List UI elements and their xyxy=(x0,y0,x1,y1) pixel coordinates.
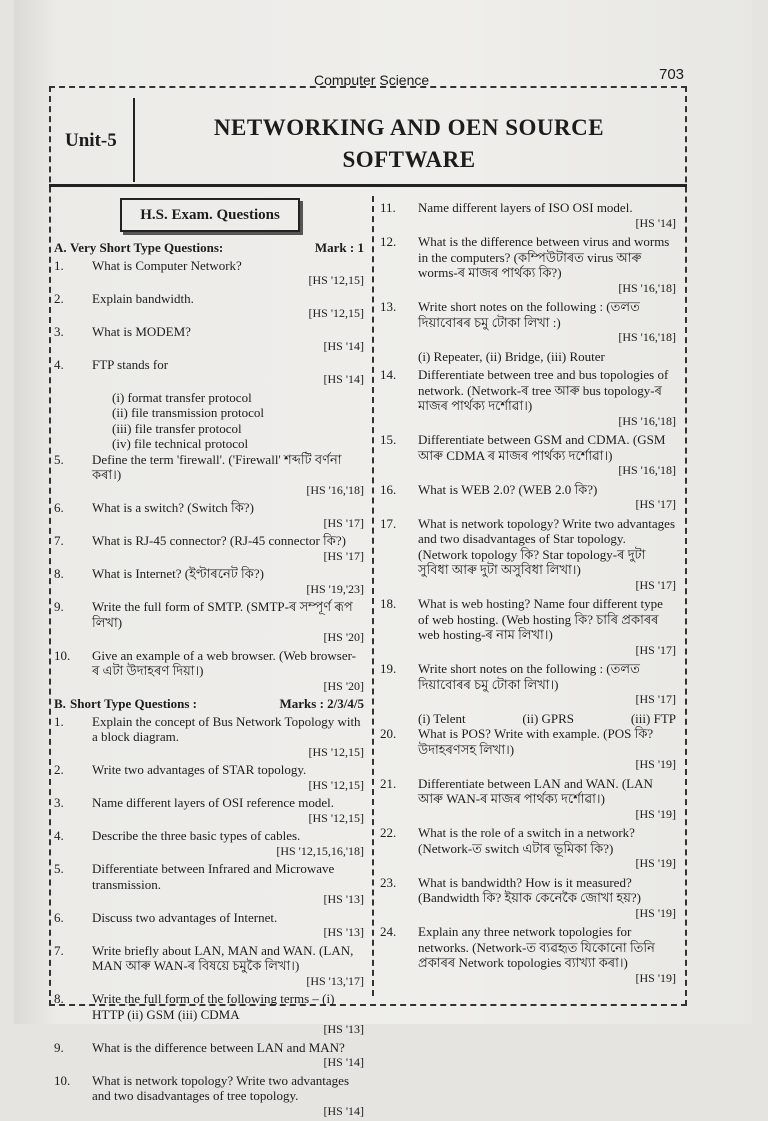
question-number: 7. xyxy=(54,533,64,548)
right-question-list xyxy=(380,200,676,708)
section-b-list xyxy=(54,714,364,1120)
question-ref: [HS '19] xyxy=(635,856,676,870)
question-item xyxy=(380,726,676,773)
question-item xyxy=(380,367,676,429)
question-ref: [HS '19,'23] xyxy=(306,581,364,596)
question-item xyxy=(54,357,364,388)
question-number: 10. xyxy=(54,647,71,663)
question-item xyxy=(380,432,676,479)
question-item xyxy=(54,566,364,597)
q19-option: (iii) FTP xyxy=(630,710,676,726)
question-text: Give an example of a web browser. (Web browser- ৰ এটা উদাহৰণ দিয়া।) xyxy=(92,647,357,678)
question-item xyxy=(380,924,676,986)
question-ref: [HS '20] xyxy=(323,630,364,644)
question-item xyxy=(54,291,364,322)
question-ref: [HS '12,15] xyxy=(308,744,364,759)
question-item xyxy=(380,349,676,365)
question-ref: [HS '14] xyxy=(323,1103,364,1118)
question-ref: [HS '12,15,16,'18] xyxy=(276,843,364,858)
question-item xyxy=(380,482,676,513)
question-number: 24. xyxy=(380,924,397,939)
question-ref: [HS '17] xyxy=(635,497,676,511)
question-ref: [HS '13] xyxy=(323,1022,364,1036)
question-number: 2. xyxy=(54,762,64,777)
section-b-heading xyxy=(54,696,364,712)
question-number: 17. xyxy=(380,515,397,531)
question-number: 14. xyxy=(380,367,397,382)
question-item xyxy=(54,452,364,499)
question-number: 19. xyxy=(380,661,397,676)
question-item xyxy=(380,200,676,231)
question-text: Differentiate between tree and bus topologies of network. (Network-ৰ tree আৰু bus topology-ৰ মাজৰ পাৰ্থক্য দৰ্শোৱা।) xyxy=(418,367,669,413)
question-item xyxy=(54,714,364,761)
question-item xyxy=(54,324,364,355)
question-number: 5. xyxy=(54,451,64,467)
question-ref: [HS '16,'18] xyxy=(618,330,676,344)
question-ref: [HS '13] xyxy=(323,925,364,939)
ftp-option: (ii) file transmission protocol xyxy=(112,405,265,420)
section-number: A. xyxy=(54,240,67,255)
q19-options xyxy=(380,711,676,727)
question-text: What is bandwidth? How is it measured? (Bandwidth কি? ইয়াক কেনেকৈ জোখা হয়?) xyxy=(418,874,641,905)
question-ref: [HS '19] xyxy=(635,757,676,771)
question-ref: [HS '14] xyxy=(323,372,364,386)
question-text: What is a switch? (Switch কি?) xyxy=(92,500,254,515)
question-ref: [HS '20] xyxy=(323,678,364,693)
section-number: B. xyxy=(54,696,66,711)
ftp-option: (i) format transfer protocol xyxy=(112,389,252,405)
section-a-heading xyxy=(54,240,364,256)
section-title: Very Short Type Questions: xyxy=(70,240,224,255)
question-ref: [HS '17] xyxy=(323,548,364,563)
question-number: 13. xyxy=(380,299,397,314)
question-number: 20. xyxy=(380,726,397,741)
question-number: 6. xyxy=(54,909,64,925)
question-number: 15. xyxy=(380,432,397,447)
question-item xyxy=(54,1073,364,1120)
question-text: Explain bandwidth. xyxy=(92,290,194,306)
section-title: Short Type Questions : xyxy=(70,696,198,711)
question-number: 10. xyxy=(54,1072,71,1088)
question-text: Write briefly about LAN, MAN and WAN. (LAN, MAN আৰু WAN-ৰ বিষয়ে চমুকৈ লিখা।) xyxy=(92,942,354,973)
question-text: What is WEB 2.0? (WEB 2.0 কি?) xyxy=(418,481,598,497)
question-text: Name different layers of ISO OSI model. xyxy=(418,200,633,215)
question-text: What is MODEM? xyxy=(92,323,191,339)
question-number: 8. xyxy=(54,991,64,1006)
question-ref: [HS '16,'18] xyxy=(306,482,364,497)
question-ref: [HS '17] xyxy=(323,515,364,530)
question-item xyxy=(54,762,364,793)
question-text: What is Internet? (ইণ্টাৰনেট কি?) xyxy=(92,566,264,581)
question-text: Define the term 'firewall'. ('Firewall' শব্দটি বর্ণনা কৰা।) xyxy=(92,451,342,482)
question-item xyxy=(54,861,364,908)
header-subject: Computer Science xyxy=(314,72,430,88)
question-number: 12. xyxy=(380,234,397,249)
section-mark: Mark : 1 xyxy=(314,240,364,255)
question-item xyxy=(54,1040,364,1071)
question-number: 8. xyxy=(54,566,64,581)
left-column xyxy=(54,238,364,1121)
question-item xyxy=(54,258,364,289)
question-number: 22. xyxy=(380,825,397,840)
question-ref: [HS '14] xyxy=(323,1055,364,1069)
question-item xyxy=(380,825,676,872)
question-number: 16. xyxy=(380,481,397,497)
unit-title xyxy=(149,112,669,176)
question-number: 3. xyxy=(54,323,64,339)
question-ref: [HS '16,'18] xyxy=(618,463,676,477)
question-text: Name different layers of OSI reference model. xyxy=(92,795,334,810)
question-number: 5. xyxy=(54,861,64,876)
question-text: Differentiate between Infrared and Microwave transmission. xyxy=(92,861,335,892)
question-item xyxy=(54,828,364,859)
question-text: What is network topology? Write two advantages and two disadvantages of tree topology. xyxy=(92,1072,350,1103)
unit-divider xyxy=(133,98,135,182)
question-item xyxy=(380,661,676,708)
section-a-list xyxy=(54,258,364,388)
question-text: Write short notes on the following : (তলত দিয়াবোৰৰ চমু টোকা লিখা।) xyxy=(418,661,640,692)
exam-questions-box: H.S. Exam. Questions xyxy=(120,198,300,232)
question-item xyxy=(54,991,364,1038)
question-text: Differentiate between GSM and CDMA. (GSM আৰু CDMA ৰ মাজৰ পাৰ্থক্য দৰ্শোৱা।) xyxy=(418,432,666,463)
question-number: 1. xyxy=(54,257,64,273)
question-text: What is POS? Write with example. (POS কি? উদাহৰণসহ লিখা।) xyxy=(418,726,654,757)
question-text: What is the role of a switch in a network? (Network-ত switch এটাৰ ভূমিকা কি?) xyxy=(418,825,635,856)
question-ref: [HS '19] xyxy=(635,970,676,985)
question-item xyxy=(380,875,676,922)
unit-header xyxy=(49,88,687,187)
column-divider xyxy=(372,196,374,996)
question-ref: [HS '12,15] xyxy=(308,810,364,825)
question-number: 1. xyxy=(54,713,64,729)
question-ref: [HS '13] xyxy=(323,892,364,906)
question-ref: [HS '13,'17] xyxy=(306,973,364,988)
question-text: Write the full form of SMTP. (SMTP-ৰ সম্পূৰ্ণ ৰূপ লিখা) xyxy=(92,599,353,630)
question-item xyxy=(54,500,364,531)
question-item xyxy=(380,516,676,594)
question-item xyxy=(54,599,364,646)
question-number: 4. xyxy=(54,828,64,843)
question-ref: [HS '12,15] xyxy=(308,306,364,320)
ftp-option: (iv) file technical protocol xyxy=(112,436,249,451)
question-ref: [HS '12,15] xyxy=(308,777,364,792)
question-text: What is the difference between LAN and MAN? xyxy=(92,1039,345,1055)
question-text: Write the full form of the following terms – (i) HTTP (ii) GSM (iii) CDMA xyxy=(92,991,335,1022)
question-ref: [HS '17] xyxy=(635,642,676,657)
question-number: 6. xyxy=(54,500,64,515)
question-ref: [HS '14] xyxy=(635,215,676,230)
question-ref: [HS '19] xyxy=(635,806,676,821)
question-item xyxy=(380,234,676,296)
question-text: Explain the concept of Bus Network Topology with a block diagram. xyxy=(92,713,361,744)
question-ref: [HS '16,'18] xyxy=(618,413,676,428)
question-text: Write short notes on the following : (তলত দিয়াবোৰৰ চমু টোকা লিখা :) xyxy=(418,299,640,330)
question-ref: [HS '12,15] xyxy=(308,273,364,287)
q19-option: (ii) GPRS xyxy=(522,710,575,726)
question-text: What is RJ-45 connector? (RJ-45 connector কি?) xyxy=(92,533,346,548)
question-text: (i) Repeater, (ii) Bridge, (iii) Router xyxy=(418,348,605,364)
page xyxy=(14,0,752,1118)
question-text: What is Computer Network? xyxy=(92,257,242,273)
right-question-list-cont xyxy=(380,726,676,986)
question-text: Discuss two advantages of Internet. xyxy=(92,909,278,925)
right-column xyxy=(380,200,676,989)
ftp-options xyxy=(54,390,364,452)
q19-option: (i) Telent xyxy=(418,710,466,726)
question-item xyxy=(380,776,676,823)
question-ref: [HS '17] xyxy=(635,577,676,592)
question-number: 4. xyxy=(54,356,64,372)
question-ref: [HS '14] xyxy=(323,339,364,353)
question-item xyxy=(54,648,364,695)
question-number: 9. xyxy=(54,1039,64,1055)
question-number: 3. xyxy=(54,795,64,810)
question-text: What is the difference between virus and worms in the computers? (কম্পিউটাৰত virus আৰু worms-ৰ মাজৰ পাৰ্থক্য কি?) xyxy=(418,234,670,280)
question-number: 7. xyxy=(54,942,64,958)
question-ref: [HS '17] xyxy=(635,692,676,706)
question-number: 2. xyxy=(54,290,64,306)
question-number: 11. xyxy=(380,200,396,215)
unit-label: Unit-5 xyxy=(65,130,117,151)
page-number: 703 xyxy=(659,66,685,83)
question-text: What is network topology? Write two advantages and two disadvantages of Star topology. (Network topology কি? Star topology-ৰ দুটা সুবিধা আৰু দুটা অসুবিধা লিখা।) xyxy=(418,515,676,577)
question-number: 23. xyxy=(380,874,397,890)
question-ref: [HS '16,'18] xyxy=(618,280,676,295)
question-text: Write two advantages of STAR topology. xyxy=(92,762,307,777)
question-text: FTP stands for xyxy=(92,356,169,372)
question-text: What is web hosting? Name four different type of web hosting. (Web hosting কি? চাৰি প্ৰকাৰৰ web hosting-ৰ নাম লিখা।) xyxy=(418,596,663,642)
section-mark: Marks : 2/3/4/5 xyxy=(279,696,364,711)
question-number: 9. xyxy=(54,599,64,614)
question-ref: [HS '19] xyxy=(635,905,676,920)
question-item xyxy=(380,596,676,658)
question-text: Describe the three basic types of cables. xyxy=(92,828,301,843)
question-text: Differentiate between LAN and WAN. (LAN আৰু WAN-ৰ মাজৰ পাৰ্থক্য দৰ্শোৱা।) xyxy=(418,775,653,806)
question-item xyxy=(54,533,364,564)
question-item xyxy=(54,943,364,990)
unit-title-line2: SOFTWARE xyxy=(342,147,476,172)
question-text: Explain any three network topologies for networks. (Network-ত ব্যৱহৃত যিকোনো তিনি প্ৰকাৰৰ Network topologies ব্যাখ্যা কৰা।) xyxy=(418,924,655,970)
question-item xyxy=(380,299,676,346)
unit-title-line1: NETWORKING AND OEN SOURCE xyxy=(213,115,605,140)
ftp-option: (iii) file transfer protocol xyxy=(112,420,242,436)
question-number: 18. xyxy=(380,596,397,611)
section-a-list-cont xyxy=(54,452,364,695)
question-number: 21. xyxy=(380,775,397,791)
question-item xyxy=(54,795,364,826)
question-item xyxy=(54,910,364,941)
